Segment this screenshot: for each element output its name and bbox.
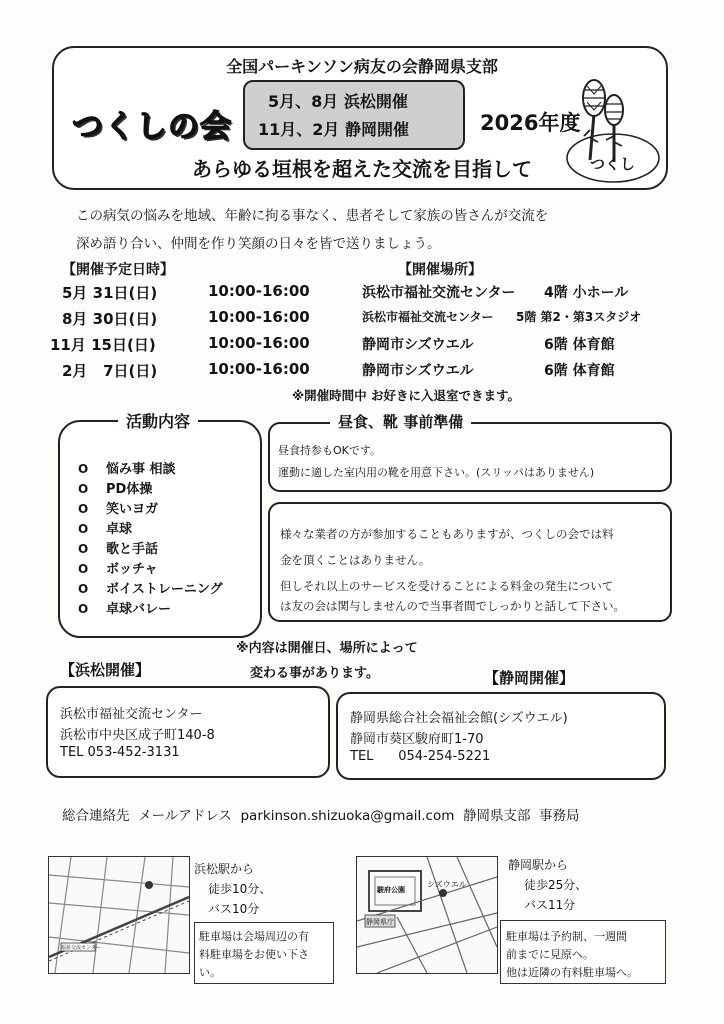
shizuoka-access-2: 徒歩25分、 — [524, 878, 588, 892]
list-item: O 悩み事 相談 — [78, 462, 176, 477]
org-name: 全国パーキンソン病友の会静岡県支部 — [226, 57, 498, 76]
logo-label: つくし — [590, 155, 636, 173]
hamamatsu-name: 浜松市福祉交流センター — [60, 707, 203, 722]
shizuoka-map-label-1: 駿府公園 — [377, 886, 405, 894]
list-item: O PD体操 — [78, 482, 153, 497]
shizuoka-map — [356, 856, 498, 974]
schedule-time: 10:00-16:00 — [208, 334, 310, 352]
shizuoka-map-streets-icon — [357, 857, 497, 973]
fees-line-4: は友の会は関与しませんので当事者間でしっかりと話して下さい。 — [280, 599, 625, 613]
shizuoka-parking-1: 駐車場は予約制、一週間 — [506, 930, 627, 943]
shizuoka-access-3: バス11分 — [524, 898, 576, 912]
hamamatsu-access-1: 浜松駅から — [194, 862, 255, 876]
hamamatsu-map-label: 福祉交流センター — [61, 945, 101, 951]
hamamatsu-map-streets-icon — [49, 857, 189, 973]
schedule-floor: 6階 体育館 — [544, 363, 615, 379]
fees-line-3: 但しそれ以上のサービスを受けることによる料金の発生について — [280, 579, 614, 593]
intro-line-2: 深め語り合い、仲間を作り笑顔の日々を皆で送りましょう。 — [76, 236, 441, 252]
schedule-time: 10:00-16:00 — [208, 360, 310, 378]
activities-heading: 活動内容 — [118, 409, 198, 432]
list-item: O 歌と手話 — [78, 542, 159, 557]
schedule-venue: 静岡市シズウエル — [362, 337, 474, 353]
list-item: O 卓球バレー — [78, 602, 172, 617]
schedule-floor: 4階 小ホール — [544, 285, 629, 301]
shizuoka-map-label-3: 静岡県庁 — [366, 918, 394, 926]
dates-heading: 【開催予定日時】 — [62, 262, 174, 278]
shizuoka-parking-2: 前までに見原へ。 — [506, 948, 594, 961]
hamamatsu-address: 浜松市中央区成子町140-8 — [60, 728, 215, 743]
dates-line-2: 11月、2月 静岡開催 — [258, 120, 409, 139]
schedule-note: ※開催時間中 お好きに入退室できます。 — [292, 388, 521, 403]
schedule-date: 5月 31日(日) — [62, 284, 158, 302]
fiscal-year: 2026年度 — [480, 111, 581, 135]
schedule-floor: 5階 第2・第3スタジオ — [516, 310, 642, 324]
list-item: O ボイストレーニング — [78, 582, 223, 597]
hamamatsu-parking-1: 駐車場は会場周辺の有 — [199, 930, 309, 943]
list-item: O 卓球 — [78, 522, 133, 537]
schedule-venue: 静岡市シズウエル — [362, 363, 474, 379]
schedule-row — [0, 282, 724, 306]
activities-note-1: ※内容は開催日、場所によって — [236, 641, 418, 656]
schedule-row — [0, 308, 724, 332]
activities-note-2: 変わる事があります。 — [250, 666, 379, 681]
dates-line-1: 5月、8月 浜松開催 — [268, 92, 408, 111]
schedule-venue: 浜松市福祉交流センター — [362, 285, 516, 301]
slogan: あらゆる垣根を超えた交流を目指して — [192, 157, 532, 181]
event-title: つくしの会 — [72, 109, 232, 145]
hamamatsu-parking-2: 料駐車場をお使い下さ — [199, 948, 309, 961]
shizuoka-address: 静岡市葵区駿府町1-70 — [350, 732, 484, 747]
schedule-row — [0, 334, 724, 358]
fees-line-2: 金を頂くことはありません。 — [280, 553, 431, 567]
hamamatsu-parking-3: い。 — [199, 966, 221, 979]
schedule-date: 11月 15日(日) — [50, 336, 156, 354]
contact-line: 総合連絡先 メールアドレス parkinson.shizuoka@gmail.com 静岡県支部 事務局 — [62, 808, 580, 824]
list-item: O ボッチャ — [78, 562, 158, 577]
hamamatsu-map — [48, 856, 190, 974]
hamamatsu-heading: 【浜松開催】 — [60, 661, 151, 679]
venue-heading: 【開催場所】 — [398, 262, 482, 278]
lunch-heading: 昼食、靴 事前準備 — [330, 411, 471, 432]
shizuoka-parking-3: 他は近隣の有料駐車場へ。 — [506, 966, 638, 979]
hamamatsu-access-3: バス10分 — [208, 902, 260, 916]
schedule-floor: 6階 体育館 — [544, 337, 615, 353]
shizuoka-map-label-2: シズウエル — [427, 880, 467, 889]
shizuoka-tel: TEL 054-254-5221 — [350, 749, 491, 764]
schedule-date: 2月 7日(日) — [62, 362, 158, 380]
activities-list — [78, 458, 223, 618]
shizuoka-name: 静岡県総合社会福祉会館(シズウエル) — [350, 711, 568, 726]
shizuoka-access-1: 静岡駅から — [508, 858, 569, 872]
schedule-time: 10:00-16:00 — [208, 308, 310, 326]
hamamatsu-tel: TEL 053-452-3131 — [60, 745, 180, 760]
list-item: O 笑いヨガ — [78, 502, 159, 517]
intro-line-1: この病気の悩みを地域、年齢に拘る事なく、患者そして家族の皆さんが交流を — [76, 208, 549, 224]
schedule-date: 8月 30日(日) — [62, 310, 158, 328]
lunch-line-1: 昼食持参もOKです。 — [278, 444, 381, 457]
schedule-row — [0, 360, 724, 384]
fees-line-1: 様々な業者の方が参加することもありますが、つくしの会では料 — [280, 527, 614, 541]
lunch-line-2: 運動に適した室内用の靴を用意下さい。(スリッパはありません) — [278, 466, 595, 479]
hamamatsu-access-2: 徒歩10分、 — [208, 882, 272, 896]
schedule-venue: 浜松市福祉交流センター — [362, 310, 494, 324]
shizuoka-heading: 【静岡開催】 — [484, 669, 575, 687]
schedule-time: 10:00-16:00 — [208, 282, 310, 300]
